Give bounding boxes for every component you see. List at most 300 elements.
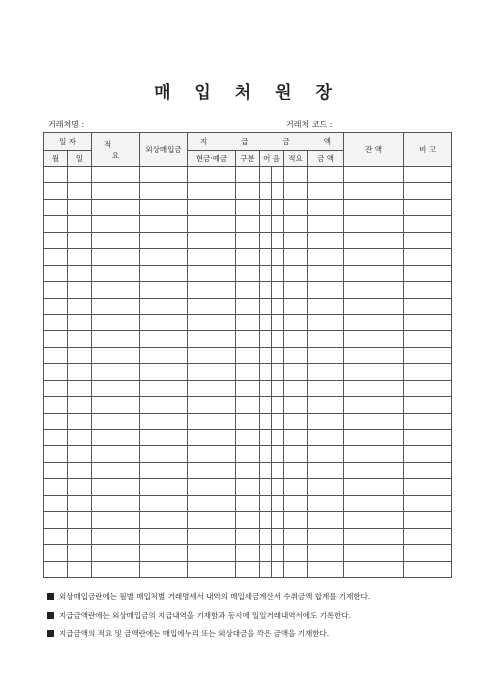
- cell-bill[interactable]: [260, 430, 272, 446]
- cell-category[interactable]: [236, 298, 260, 314]
- cell-remarks[interactable]: [404, 528, 452, 544]
- cell-pay-summary[interactable]: [284, 479, 308, 495]
- cell-credit-purchase[interactable]: [140, 512, 188, 528]
- cell-cash-deposit[interactable]: [188, 495, 236, 511]
- cell-cash-deposit[interactable]: [188, 183, 236, 199]
- cell-bill-2[interactable]: [272, 495, 284, 511]
- cell-cash-deposit[interactable]: [188, 167, 236, 183]
- cell-amount[interactable]: [308, 298, 344, 314]
- cell-category[interactable]: [236, 561, 260, 577]
- cell-category[interactable]: [236, 479, 260, 495]
- cell-bill[interactable]: [260, 397, 272, 413]
- cell-pay-summary[interactable]: [284, 183, 308, 199]
- cell-remarks[interactable]: [404, 561, 452, 577]
- cell-remarks[interactable]: [404, 380, 452, 396]
- cell-pay-summary[interactable]: [284, 232, 308, 248]
- cell-bill[interactable]: [260, 314, 272, 330]
- cell-credit-purchase[interactable]: [140, 446, 188, 462]
- cell-remarks[interactable]: [404, 167, 452, 183]
- cell-credit-purchase[interactable]: [140, 364, 188, 380]
- cell-summary[interactable]: [92, 249, 140, 265]
- cell-summary[interactable]: [92, 314, 140, 330]
- cell-pay-summary[interactable]: [284, 265, 308, 281]
- cell-cash-deposit[interactable]: [188, 347, 236, 363]
- cell-category[interactable]: [236, 364, 260, 380]
- cell-remarks[interactable]: [404, 298, 452, 314]
- cell-day[interactable]: [68, 249, 92, 265]
- cell-bill-2[interactable]: [272, 331, 284, 347]
- cell-month[interactable]: [44, 446, 68, 462]
- cell-month[interactable]: [44, 364, 68, 380]
- cell-balance[interactable]: [344, 265, 404, 281]
- cell-month[interactable]: [44, 512, 68, 528]
- cell-remarks[interactable]: [404, 495, 452, 511]
- cell-category[interactable]: [236, 528, 260, 544]
- cell-pay-summary[interactable]: [284, 561, 308, 577]
- cell-pay-summary[interactable]: [284, 495, 308, 511]
- cell-amount[interactable]: [308, 495, 344, 511]
- cell-bill[interactable]: [260, 364, 272, 380]
- cell-balance[interactable]: [344, 314, 404, 330]
- cell-cash-deposit[interactable]: [188, 413, 236, 429]
- cell-bill-2[interactable]: [272, 561, 284, 577]
- cell-cash-deposit[interactable]: [188, 216, 236, 232]
- cell-balance[interactable]: [344, 380, 404, 396]
- cell-bill-2[interactable]: [272, 265, 284, 281]
- cell-pay-summary[interactable]: [284, 298, 308, 314]
- cell-day[interactable]: [68, 364, 92, 380]
- cell-summary[interactable]: [92, 199, 140, 215]
- cell-amount[interactable]: [308, 183, 344, 199]
- cell-credit-purchase[interactable]: [140, 199, 188, 215]
- cell-credit-purchase[interactable]: [140, 462, 188, 478]
- cell-bill-2[interactable]: [272, 232, 284, 248]
- cell-summary[interactable]: [92, 265, 140, 281]
- cell-balance[interactable]: [344, 462, 404, 478]
- cell-amount[interactable]: [308, 430, 344, 446]
- cell-summary[interactable]: [92, 380, 140, 396]
- cell-month[interactable]: [44, 199, 68, 215]
- cell-summary[interactable]: [92, 347, 140, 363]
- cell-bill-2[interactable]: [272, 512, 284, 528]
- cell-pay-summary[interactable]: [284, 314, 308, 330]
- cell-category[interactable]: [236, 199, 260, 215]
- cell-credit-purchase[interactable]: [140, 413, 188, 429]
- cell-remarks[interactable]: [404, 347, 452, 363]
- cell-amount[interactable]: [308, 479, 344, 495]
- cell-month[interactable]: [44, 561, 68, 577]
- cell-bill[interactable]: [260, 413, 272, 429]
- cell-credit-purchase[interactable]: [140, 380, 188, 396]
- cell-pay-summary[interactable]: [284, 167, 308, 183]
- cell-summary[interactable]: [92, 528, 140, 544]
- cell-summary[interactable]: [92, 413, 140, 429]
- cell-remarks[interactable]: [404, 512, 452, 528]
- cell-credit-purchase[interactable]: [140, 298, 188, 314]
- cell-cash-deposit[interactable]: [188, 199, 236, 215]
- cell-credit-purchase[interactable]: [140, 265, 188, 281]
- cell-day[interactable]: [68, 331, 92, 347]
- cell-day[interactable]: [68, 446, 92, 462]
- cell-day[interactable]: [68, 397, 92, 413]
- cell-cash-deposit[interactable]: [188, 397, 236, 413]
- cell-bill[interactable]: [260, 265, 272, 281]
- cell-bill-2[interactable]: [272, 199, 284, 215]
- cell-bill-2[interactable]: [272, 282, 284, 298]
- cell-remarks[interactable]: [404, 364, 452, 380]
- cell-cash-deposit[interactable]: [188, 479, 236, 495]
- cell-bill-2[interactable]: [272, 462, 284, 478]
- cell-remarks[interactable]: [404, 249, 452, 265]
- cell-credit-purchase[interactable]: [140, 167, 188, 183]
- cell-month[interactable]: [44, 249, 68, 265]
- cell-pay-summary[interactable]: [284, 216, 308, 232]
- cell-remarks[interactable]: [404, 314, 452, 330]
- cell-bill[interactable]: [260, 249, 272, 265]
- cell-credit-purchase[interactable]: [140, 331, 188, 347]
- cell-credit-purchase[interactable]: [140, 495, 188, 511]
- cell-category[interactable]: [236, 413, 260, 429]
- cell-amount[interactable]: [308, 561, 344, 577]
- cell-bill-2[interactable]: [272, 413, 284, 429]
- cell-amount[interactable]: [308, 364, 344, 380]
- cell-amount[interactable]: [308, 462, 344, 478]
- cell-credit-purchase[interactable]: [140, 528, 188, 544]
- cell-bill[interactable]: [260, 183, 272, 199]
- cell-cash-deposit[interactable]: [188, 331, 236, 347]
- cell-pay-summary[interactable]: [284, 282, 308, 298]
- cell-summary[interactable]: [92, 282, 140, 298]
- cell-bill-2[interactable]: [272, 545, 284, 561]
- cell-cash-deposit[interactable]: [188, 380, 236, 396]
- cell-remarks[interactable]: [404, 199, 452, 215]
- cell-summary[interactable]: [92, 512, 140, 528]
- cell-bill[interactable]: [260, 462, 272, 478]
- cell-remarks[interactable]: [404, 282, 452, 298]
- cell-balance[interactable]: [344, 364, 404, 380]
- cell-bill[interactable]: [260, 561, 272, 577]
- cell-amount[interactable]: [308, 380, 344, 396]
- cell-credit-purchase[interactable]: [140, 347, 188, 363]
- cell-day[interactable]: [68, 495, 92, 511]
- cell-bill-2[interactable]: [272, 364, 284, 380]
- cell-bill-2[interactable]: [272, 216, 284, 232]
- cell-remarks[interactable]: [404, 545, 452, 561]
- cell-day[interactable]: [68, 298, 92, 314]
- cell-day[interactable]: [68, 380, 92, 396]
- cell-day[interactable]: [68, 561, 92, 577]
- cell-cash-deposit[interactable]: [188, 265, 236, 281]
- cell-remarks[interactable]: [404, 183, 452, 199]
- cell-category[interactable]: [236, 183, 260, 199]
- cell-bill[interactable]: [260, 331, 272, 347]
- cell-month[interactable]: [44, 413, 68, 429]
- cell-amount[interactable]: [308, 232, 344, 248]
- cell-amount[interactable]: [308, 314, 344, 330]
- cell-category[interactable]: [236, 265, 260, 281]
- cell-category[interactable]: [236, 495, 260, 511]
- cell-balance[interactable]: [344, 545, 404, 561]
- cell-amount[interactable]: [308, 397, 344, 413]
- cell-month[interactable]: [44, 183, 68, 199]
- cell-balance[interactable]: [344, 347, 404, 363]
- cell-credit-purchase[interactable]: [140, 183, 188, 199]
- cell-pay-summary[interactable]: [284, 462, 308, 478]
- cell-month[interactable]: [44, 347, 68, 363]
- cell-category[interactable]: [236, 167, 260, 183]
- cell-amount[interactable]: [308, 331, 344, 347]
- cell-cash-deposit[interactable]: [188, 446, 236, 462]
- cell-month[interactable]: [44, 495, 68, 511]
- cell-remarks[interactable]: [404, 413, 452, 429]
- cell-bill-2[interactable]: [272, 347, 284, 363]
- cell-month[interactable]: [44, 397, 68, 413]
- cell-summary[interactable]: [92, 430, 140, 446]
- cell-category[interactable]: [236, 347, 260, 363]
- cell-bill[interactable]: [260, 232, 272, 248]
- cell-month[interactable]: [44, 167, 68, 183]
- cell-pay-summary[interactable]: [284, 528, 308, 544]
- cell-balance[interactable]: [344, 479, 404, 495]
- cell-month[interactable]: [44, 380, 68, 396]
- cell-day[interactable]: [68, 265, 92, 281]
- cell-cash-deposit[interactable]: [188, 545, 236, 561]
- cell-bill-2[interactable]: [272, 397, 284, 413]
- cell-amount[interactable]: [308, 528, 344, 544]
- cell-credit-purchase[interactable]: [140, 545, 188, 561]
- cell-summary[interactable]: [92, 183, 140, 199]
- cell-day[interactable]: [68, 545, 92, 561]
- cell-amount[interactable]: [308, 413, 344, 429]
- cell-remarks[interactable]: [404, 462, 452, 478]
- cell-pay-summary[interactable]: [284, 446, 308, 462]
- cell-balance[interactable]: [344, 495, 404, 511]
- cell-month[interactable]: [44, 232, 68, 248]
- cell-summary[interactable]: [92, 462, 140, 478]
- cell-balance[interactable]: [344, 167, 404, 183]
- cell-remarks[interactable]: [404, 430, 452, 446]
- cell-remarks[interactable]: [404, 446, 452, 462]
- cell-day[interactable]: [68, 479, 92, 495]
- cell-summary[interactable]: [92, 397, 140, 413]
- cell-pay-summary[interactable]: [284, 512, 308, 528]
- cell-category[interactable]: [236, 314, 260, 330]
- cell-pay-summary[interactable]: [284, 364, 308, 380]
- cell-category[interactable]: [236, 216, 260, 232]
- cell-day[interactable]: [68, 199, 92, 215]
- cell-bill[interactable]: [260, 347, 272, 363]
- cell-category[interactable]: [236, 462, 260, 478]
- cell-pay-summary[interactable]: [284, 347, 308, 363]
- cell-bill[interactable]: [260, 545, 272, 561]
- cell-amount[interactable]: [308, 167, 344, 183]
- cell-bill-2[interactable]: [272, 298, 284, 314]
- cell-bill[interactable]: [260, 380, 272, 396]
- cell-bill-2[interactable]: [272, 380, 284, 396]
- cell-amount[interactable]: [308, 282, 344, 298]
- cell-month[interactable]: [44, 216, 68, 232]
- cell-remarks[interactable]: [404, 479, 452, 495]
- cell-bill[interactable]: [260, 298, 272, 314]
- cell-pay-summary[interactable]: [284, 545, 308, 561]
- cell-month[interactable]: [44, 282, 68, 298]
- cell-balance[interactable]: [344, 512, 404, 528]
- cell-summary[interactable]: [92, 364, 140, 380]
- cell-balance[interactable]: [344, 298, 404, 314]
- cell-summary[interactable]: [92, 331, 140, 347]
- cell-category[interactable]: [236, 331, 260, 347]
- cell-balance[interactable]: [344, 430, 404, 446]
- cell-bill[interactable]: [260, 199, 272, 215]
- cell-category[interactable]: [236, 397, 260, 413]
- cell-cash-deposit[interactable]: [188, 298, 236, 314]
- cell-amount[interactable]: [308, 249, 344, 265]
- cell-summary[interactable]: [92, 216, 140, 232]
- cell-bill[interactable]: [260, 512, 272, 528]
- cell-amount[interactable]: [308, 199, 344, 215]
- cell-summary[interactable]: [92, 446, 140, 462]
- cell-bill-2[interactable]: [272, 430, 284, 446]
- cell-month[interactable]: [44, 331, 68, 347]
- cell-day[interactable]: [68, 528, 92, 544]
- cell-balance[interactable]: [344, 397, 404, 413]
- cell-balance[interactable]: [344, 446, 404, 462]
- cell-day[interactable]: [68, 167, 92, 183]
- cell-remarks[interactable]: [404, 265, 452, 281]
- cell-day[interactable]: [68, 413, 92, 429]
- cell-pay-summary[interactable]: [284, 199, 308, 215]
- cell-bill[interactable]: [260, 528, 272, 544]
- cell-summary[interactable]: [92, 561, 140, 577]
- cell-summary[interactable]: [92, 479, 140, 495]
- cell-bill[interactable]: [260, 216, 272, 232]
- cell-bill-2[interactable]: [272, 314, 284, 330]
- cell-month[interactable]: [44, 545, 68, 561]
- cell-pay-summary[interactable]: [284, 430, 308, 446]
- cell-cash-deposit[interactable]: [188, 561, 236, 577]
- cell-pay-summary[interactable]: [284, 331, 308, 347]
- cell-balance[interactable]: [344, 282, 404, 298]
- cell-bill-2[interactable]: [272, 528, 284, 544]
- cell-credit-purchase[interactable]: [140, 232, 188, 248]
- cell-credit-purchase[interactable]: [140, 216, 188, 232]
- cell-bill-2[interactable]: [272, 183, 284, 199]
- cell-balance[interactable]: [344, 249, 404, 265]
- cell-day[interactable]: [68, 462, 92, 478]
- cell-day[interactable]: [68, 183, 92, 199]
- cell-remarks[interactable]: [404, 397, 452, 413]
- cell-pay-summary[interactable]: [284, 413, 308, 429]
- cell-cash-deposit[interactable]: [188, 512, 236, 528]
- cell-month[interactable]: [44, 265, 68, 281]
- cell-remarks[interactable]: [404, 331, 452, 347]
- cell-category[interactable]: [236, 380, 260, 396]
- cell-credit-purchase[interactable]: [140, 479, 188, 495]
- cell-category[interactable]: [236, 512, 260, 528]
- cell-cash-deposit[interactable]: [188, 462, 236, 478]
- cell-balance[interactable]: [344, 232, 404, 248]
- cell-cash-deposit[interactable]: [188, 314, 236, 330]
- cell-bill[interactable]: [260, 479, 272, 495]
- cell-balance[interactable]: [344, 183, 404, 199]
- cell-pay-summary[interactable]: [284, 249, 308, 265]
- cell-credit-purchase[interactable]: [140, 561, 188, 577]
- cell-month[interactable]: [44, 479, 68, 495]
- cell-bill[interactable]: [260, 167, 272, 183]
- cell-day[interactable]: [68, 282, 92, 298]
- cell-month[interactable]: [44, 462, 68, 478]
- cell-credit-purchase[interactable]: [140, 249, 188, 265]
- cell-balance[interactable]: [344, 413, 404, 429]
- cell-summary[interactable]: [92, 298, 140, 314]
- cell-pay-summary[interactable]: [284, 380, 308, 396]
- cell-category[interactable]: [236, 282, 260, 298]
- cell-credit-purchase[interactable]: [140, 314, 188, 330]
- cell-bill-2[interactable]: [272, 446, 284, 462]
- cell-day[interactable]: [68, 430, 92, 446]
- cell-amount[interactable]: [308, 446, 344, 462]
- cell-bill-2[interactable]: [272, 249, 284, 265]
- cell-credit-purchase[interactable]: [140, 282, 188, 298]
- cell-amount[interactable]: [308, 216, 344, 232]
- cell-category[interactable]: [236, 545, 260, 561]
- cell-category[interactable]: [236, 446, 260, 462]
- cell-month[interactable]: [44, 430, 68, 446]
- cell-cash-deposit[interactable]: [188, 249, 236, 265]
- cell-cash-deposit[interactable]: [188, 528, 236, 544]
- cell-credit-purchase[interactable]: [140, 430, 188, 446]
- cell-amount[interactable]: [308, 347, 344, 363]
- cell-amount[interactable]: [308, 545, 344, 561]
- cell-cash-deposit[interactable]: [188, 282, 236, 298]
- cell-remarks[interactable]: [404, 216, 452, 232]
- cell-balance[interactable]: [344, 199, 404, 215]
- cell-summary[interactable]: [92, 545, 140, 561]
- cell-cash-deposit[interactable]: [188, 430, 236, 446]
- cell-cash-deposit[interactable]: [188, 232, 236, 248]
- cell-amount[interactable]: [308, 265, 344, 281]
- cell-balance[interactable]: [344, 561, 404, 577]
- cell-balance[interactable]: [344, 528, 404, 544]
- cell-category[interactable]: [236, 249, 260, 265]
- cell-amount[interactable]: [308, 512, 344, 528]
- cell-day[interactable]: [68, 512, 92, 528]
- cell-bill[interactable]: [260, 495, 272, 511]
- cell-day[interactable]: [68, 314, 92, 330]
- cell-day[interactable]: [68, 347, 92, 363]
- cell-category[interactable]: [236, 232, 260, 248]
- cell-bill[interactable]: [260, 282, 272, 298]
- cell-cash-deposit[interactable]: [188, 364, 236, 380]
- cell-category[interactable]: [236, 430, 260, 446]
- cell-day[interactable]: [68, 216, 92, 232]
- cell-summary[interactable]: [92, 167, 140, 183]
- cell-month[interactable]: [44, 298, 68, 314]
- cell-summary[interactable]: [92, 495, 140, 511]
- cell-bill[interactable]: [260, 446, 272, 462]
- cell-balance[interactable]: [344, 216, 404, 232]
- cell-day[interactable]: [68, 232, 92, 248]
- cell-bill-2[interactable]: [272, 479, 284, 495]
- cell-bill-2[interactable]: [272, 167, 284, 183]
- cell-month[interactable]: [44, 314, 68, 330]
- cell-summary[interactable]: [92, 232, 140, 248]
- cell-pay-summary[interactable]: [284, 397, 308, 413]
- cell-balance[interactable]: [344, 331, 404, 347]
- cell-credit-purchase[interactable]: [140, 397, 188, 413]
- cell-remarks[interactable]: [404, 232, 452, 248]
- cell-month[interactable]: [44, 528, 68, 544]
